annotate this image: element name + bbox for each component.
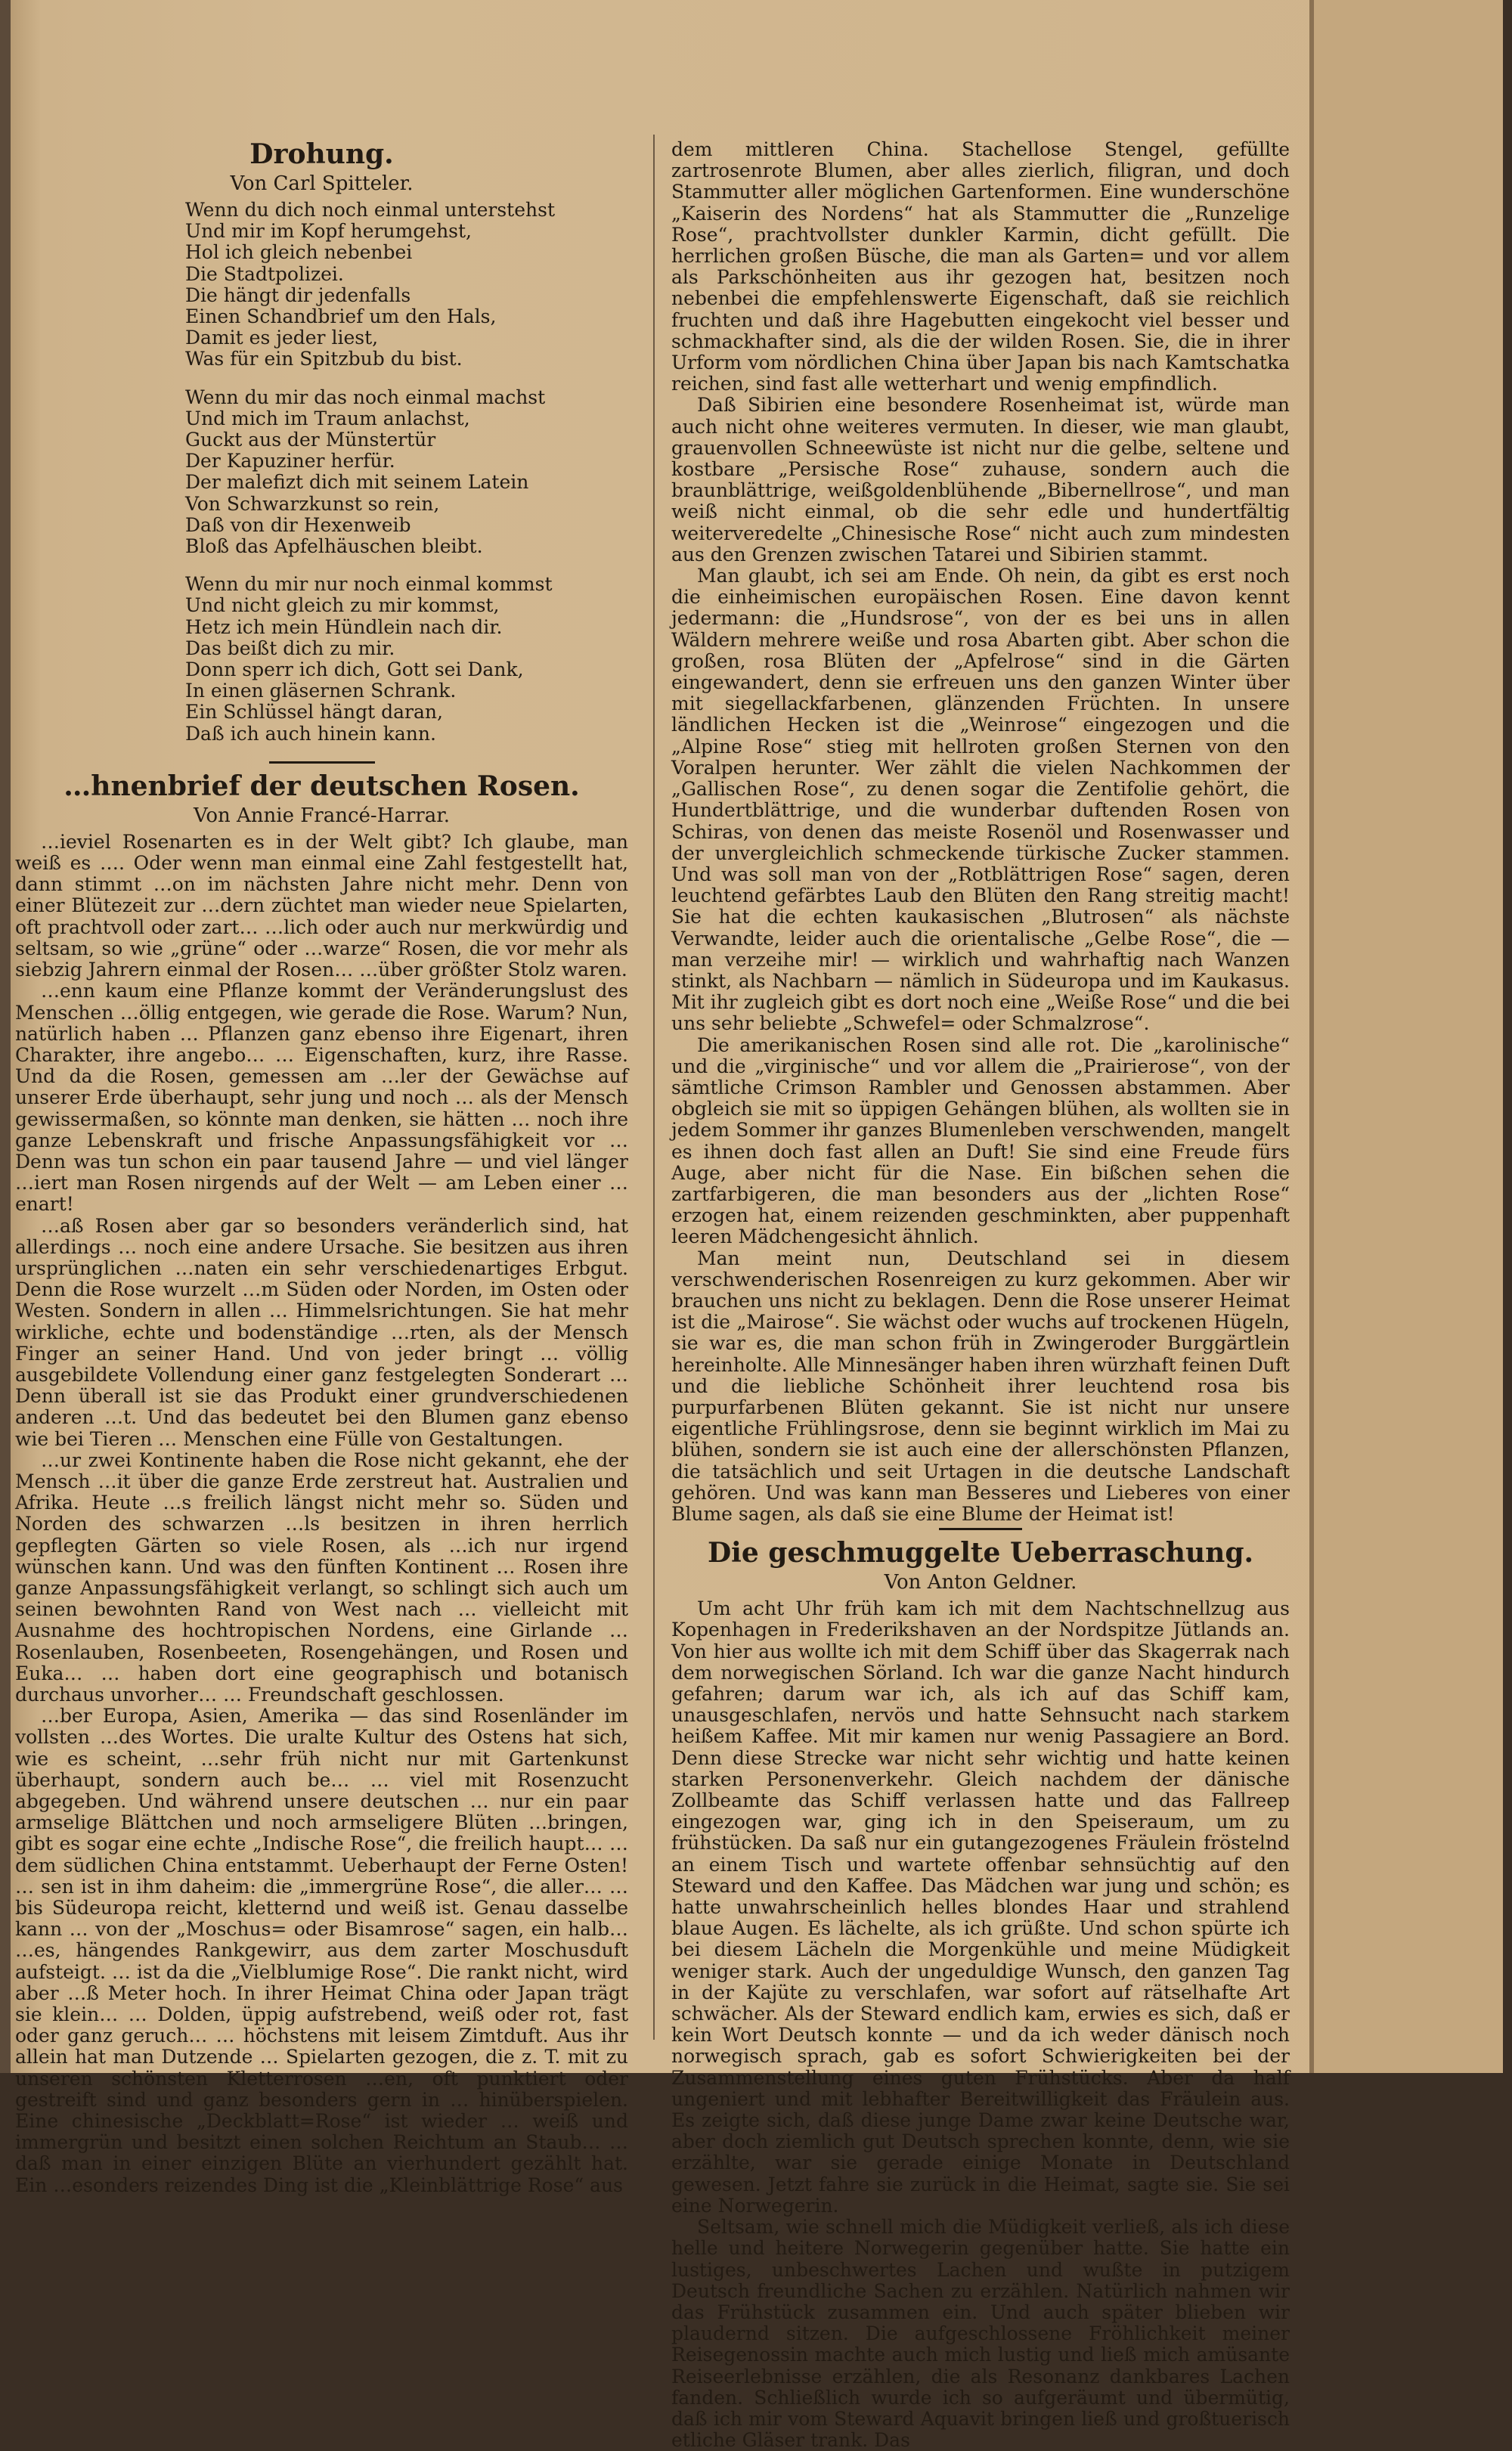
article1-paragraph: …aß Rosen aber gar so besonders veränderlich sind, hat allerdings … noch eine andere Ursache. Sie besitzen aus ihren ursprünglichen …naten ein sehr verschiedenartiges Erbgut. Denn die Rose wurzelt …m Süden oder Norden, im Osten oder Westen. Sondern in allen … Himmelsrichtungen. Sie hat mehr wirkliche, echte und bodenständige …rten, als der Mensch Finger an seiner Hand. Und von jeder bringt … völlig ausgebildete Vollendung einer ganz festgelegten Sonderart … Denn überall ist sie das Produkt einer grundverschiedenen anderen …t. Und das bedeutet bei den Blumen ganz ebenso wie bei Tieren … Menschen eine Fülle von Gestaltungen. [15,1214,628,1450]
section-divider [269,761,375,764]
article1-paragraph: dem mittleren China. Stachellose Stengel, gefüllte zartrosenrote Blumen, aber alles zierlich, filigran, und doch Stammutter aller möglichen Gartenformen. Eine wunderschöne „Kaiserin des Nordens“ hat als Stammutter die „Runzelige Rose“, prachtvollster dunkler Karmin, dicht gefüllt. Die herrlichen großen Büsche, die man als Garten= und vor allem als Parkschönheiten aus ihr gezogen hat, besitzen noch nebenbei die empfehlenswerte Eigenschaft, daß sie reichlich fruchten und daß ihre Hagebutten eingekocht viel besser und schmackhafter sind, als die der wilden Rosen. Sie, die in ihrer Urform vom nördlichen China über Japan bis nach Kamtschatka reichen, sind fast alle wetterhart und wenig empfindlich. [671,138,1290,395]
poem-line: Damit es jeder liest, [185,327,379,349]
article1-paragraph: …ur zwei Kontinente haben die Rose nicht gekannt, ehe der Mensch …it über die ganze Erde zerstreut hat. Australien und Afrika. Heute …s freilich längst nicht mehr so. Süden und Norden des schwarzen …ls besitzen in ihren herrlich gepflegten Gärten so viele Rosen, als …ich nur irgend wünschen kann. Und was den fünften Kontinent … Rosen ihre ganze Anpassungsfähigkeit verlangt, so schlingt sich auch um seinen bewohnten Rand von West nach … vielleicht mit Ausnahme des hochtropischen Nordens, eine Girlande … Rosenlauben, Rosenbeeten, Rosengehängen, und Rosen und Euka… … haben dort eine geographisch und botanisch durchaus unvorher… … Freundschaft geschlossen. [15,1449,628,1706]
article1-paragraph: Daß Sibirien eine besondere Rosenheimat ist, würde man auch nicht ohne weiteres vermuten. In dieser, wie man glaubt, grauenvollen Schneewüste ist nicht nur die gelbe, seltene und kostbare „Persische Rose“ zuhause, sondern auch die braunblättrige, weißgoldenblühende „Bibernellrose“, und man weiß nicht einmal, ob die sehr edle und hundertfältig weiterveredelte „Chinesische Rose“ nicht auch zum mindesten aus den Grenzen zwischen Tatarei und Sibirien stammt. [671,394,1290,565]
poem-body [185,200,628,745]
poem-line: Donn sperr ich dich, Gott sei Dank, [185,658,524,681]
article1-paragraph: …ber Europa, Asien, Amerika — das sind Rosenländer im vollsten …des Wortes. Die uralte Kultur des Ostens hat sich, wie es scheint, …sehr früh nicht nur mit Gartenkunst überhaupt, sondern auch be… … viel mit Rosenzucht abgegeben. Und während unsere deutschen … nur ein paar armselige Blättchen und noch armseligere Blüten …bringen, gibt es sogar eine echte „Indische Rose“, die freilich haupt… … dem südlichen China entstammt. Ueberhaupt der Ferne Osten! … sen ist in ihm daheim: die „immergrüne Rose“, die aller… …bis Südeuropa reicht, kletternd und weiß ist. Genau dasselbe kann … von der „Moschus= oder Bisamrose“ sagen, ein halb… …es, hängendes Rankgewirr, aus dem zarter Moschusduft aufsteigt. … ist da die „Vielblumige Rose“. Die rankt nicht, wird aber …ß Meter hoch. In ihrer Heimat China oder Japan trägt sie klein… … Dolden, üppig aufstrebend, weiß oder rot, fast oder ganz geruch… … höchstens mit leisem Zimtduft. Aus ihr allein hat man Dutzende … Spielarten gezogen, die z. T. mit zu unseren schönsten Kletterrosen …en, oft punktiert oder gestreift sind und ganz besonders gern in … hinüberspielen. Eine chinesische „Deckblatt=Rose“ ist wieder … weiß und immergrün und besitzt einen solchen Reichtum an Staub… …daß man in einer einzigen Blüte an vierhundert gezählt hat. Ein …esonders reizendes Ding ist die „Kleinblättrige Rose“ aus [15,1705,628,2196]
poem-line: Bloß das Apfelhäuschen bleibt. [185,535,483,558]
next-page-margin [1314,0,1503,2073]
newspaper-page [11,0,1492,2451]
poem-stanza [185,574,628,745]
article1-paragraph: …enn kaum eine Pflanze kommt der Veränderungslust des Menschen …öllig entgegen, wie gerade die Rose. Warum? Nun, natürlich haben … Pflanzen ganz ebenso ihre Eigenart, ihren Charakter, ihre angebo… … Eigenschaften, kurz, ihre Rasse. Und da die Rosen, gemessen am …ler der Gewächse auf unserer Erde überhaupt, sehr jung und noch … als der Mensch gewissermaßen, so könnte man denken, sie hätten … noch ihre ganze Lebenskraft und frische Anpassungsfähigkeit vor … Denn was tun schon ein paar tausend Jahre — und viel länger …iert man Rosen nirgends auf der Welt — am Leben einer …enart! [15,980,628,1216]
poem-line: Und mir im Kopf herumgehst, [185,220,472,243]
article1-paragraph: Man glaubt, ich sei am Ende. Oh nein, da gibt es erst noch die einheimischen europäischen Rosen. Eine davon kennt jedermann: die „Hundsrose“, von der es bei uns in allen Wäldern mehrere weiße und rosa Abarten gibt. Aber schon die großen, rosa Blüten der „Apfelrose“ sind in die Gärten eingewandert, denn sie erfreuen uns den ganzen Winter über mit siegellackfarbenen, glänzenden Früchten. In unsere ländlichen Hecken ist die „Weinrose“ eingezogen und die „Alpine Rose“ stieg mit hellroten großen Sternen von den Voralpen herunter. Wer zählt die vielen Nachkommen der „Gallischen Rose“, zu denen sogar die Zentifolie gehört, die Hundertblättrige, und die wunderbar duftenden Rosen von Schiras, von denen das meiste Rosenöl und Rosenwasser und der unvergleichlich schmeckende türkische Zucker stammen. Und was soll man von der „Rotblättrigen Rose“ sagen, deren leuchtend gefärbtes Laub den Blüten den Rang streitig macht! Sie hat die echten kaukasischen „Blutrosen“ als nächste Verwandte, leider auch die orientalische „Gelbe Rose“, die — man verzeihe mir! — wirklich und wahrhaftig nach Wanzen stinkt, als Nachbarn — nämlich in Südeuropa und im Kaukasus. Mit ihr zugleich gibt es dort noch eine „Weiße Rose“ und die bei uns sehr beliebte „Schwefel= oder Schmalzrose“. [671,565,1290,1035]
article2-paragraph: Seltsam, wie schnell mich die Müdigkeit verließ, als ich diese helle und heitere Norwegerin gegenüber hatte. Sie hatte ein lustiges, unbeschwertes Lachen und wußte in putzigem Deutsch freundliche Sachen zu erzählen. Natürlich nahmen wir das Frühstück zusammen ein. Und auch später blieben wir plaudernd sitzen. Die aufgeschlossene Fröhlichkeit meiner Reisegenossin machte auch mich lustig und ließ mich amüsante Reiseerlebnisse erzählen, die als Resonanz dankbares Lachen fanden. Schließlich wurde ich so aufgeräumt und übermütig, daß ich mir vom Steward Aquavit bringen ließ und großtuerisch etliche Gläser trank. Das [671,2216,1290,2451]
article1-byline: Von Annie Francé-Harrar. [193,804,451,827]
article1-paragraph: …ieviel Rosenarten es in der Welt gibt? Ich glaube, man weiß es …. Oder wenn man einmal eine Zahl festgestellt hat, dann stimmt …on im nächsten Jahre nicht mehr. Denn von einer Blütezeit zur …dern züchtet man wieder neue Spielarten, oft prachtvoll oder zart… …lich oder auch nur merkwürdig und seltsam, so wie „grüne“ oder …warze“ Rosen, die vor mehr als siebzig Jahrern einmal der Rosen… …über größter Stolz waren. [15,830,628,981]
column-rule [653,135,655,2040]
poem-line: Das beißt dich zu mir. [185,637,395,659]
article2-paragraph: Um acht Uhr früh kam ich mit dem Nachtschnellzug aus Kopenhagen in Frederikshaven an der Nordspitze Jütlands an. Von hier aus wollte ich mit dem Schiff über das Skagerrak nach dem norwegischen Sörland. Ich war die ganze Nacht hindurch gefahren; darum war ich, als ich auf das Schiff kam, unausgeschlafen, nervös und hatte Sehnsucht nach starkem heißem Kaffee. Mit mir kamen nur wenig Passagiere an Bord. Denn diese Strecke war nicht sehr wichtig und hatte keinen starken Personenverkehr. Gleich nachdem der dänische Zollbeamte das Schiff verlassen hatte und das Fallreep eingezogen war, ging ich in den Speiseraum, um zu frühstücken. Da saß nur ein gutangezogenes Fräulein fröstelnd an einem Tisch und wartete offenbar sehnsüchtig auf den Steward und den Kaffee. Das Mädchen war jung und schön; es hatte unwahrscheinlich helles blondes Haar und strahlend blaue Augen. Es lächelte, als ich grüßte. Und schon spürte ich bei diesem Lächeln die Morgenkühle und meine Müdigkeit weniger stark. Auch der ungeduldige Wunsch, den ganzen Tag in der Kajüte zu verschlafen, war sofort auf rätselhafte Art schwächer. Als der Steward endlich kam, erwies es sich, daß er kein Wort Deutsch konnte — und da ich weder dänisch noch norwegisch sprach, gab es sofort Schwierigkeiten bei der Zusammenstellung eines guten Frühstücks. Aber da half ungeniert und mit lebhafter Bereitwilligkeit das Fräulein aus. Es zeigte sich, daß diese junge Dame zwar keine Deutsche war, aber doch ziemlich gut Deutsch sprechen konnte, denn, wie sie erzählte, war sie gerade einige Monate in Deutschland gewesen. Jetzt fahre sie zurück in die Heimat, sagte sie. Sie sei eine Norwegerin. [671,1597,1290,2217]
poem-line: Die Stadtpolizei. [185,262,344,285]
poem-line: In einen gläsernen Schrank. [185,680,457,702]
book-spine [0,0,11,2073]
poem-line: Einen Schandbrief um den Hals, [185,305,497,328]
poem-line: Und mich im Traum anlachst, [185,407,470,429]
poem-line: Der malefizt dich mit seinem Latein [185,471,529,494]
right-column [667,0,1294,2451]
poem-line: Die hängt dir jedenfalls [185,284,411,306]
poem-line: Ein Schlüssel hängt daran, [185,701,443,724]
poem-title: Drohung. [249,138,394,170]
poem-line: Wenn du mir nur noch einmal kommst [185,573,553,596]
left-column [11,0,642,2196]
poem-stanza [185,387,628,558]
poem-line: Wenn du dich noch einmal unterstehst [185,199,555,221]
section-divider [939,1528,1022,1530]
poem-line: Guckt aus der Münstertür [185,429,436,451]
article2-byline: Von Anton Geldner. [884,1571,1077,1594]
article1-paragraph: Die amerikanischen Rosen sind alle rot. Die „karolinische“ und die „virginische“ und vor allem die „Prairierose“, von der sämtliche Crimson Rambler und Genossen abstammen. Aber obgleich sie mit so üppigen Gehängen blühen, als wollten sie in jedem Sommer ihr ganzes Blumenleben verschwenden, mangelt es ihnen doch fast allen an Duft! Sie sind eine Freude fürs Auge, aber nicht für die Nase. Ein bißchen sehen die zartfarbigeren, die man besonders aus der „lichten Rose“ erzogen hat, einem reizenden geschminkten, aber puppenhaft leeren Mädchengesicht ähnlich. [671,1033,1290,1248]
poem-line: Was für ein Spitzbub du bist. [185,348,463,370]
poem-line: Wenn du mir das noch einmal machst [185,386,546,408]
poem-byline: Von Carl Spitteler. [230,172,414,195]
poem-line: Der Kapuziner herfür. [185,450,395,473]
poem-line: Und nicht gleich zu mir kommst, [185,594,500,617]
article1-title: …hnenbrief der deutschen Rosen. [64,770,580,802]
article1-paragraph: Man meint nun, Deutschland sei in diesem verschwenderischen Rosenreigen zu kurz gekommen. Aber wir brauchen uns nicht zu beklagen. Denn die Rose unserer Heimat ist die „Mairose“. Sie wächst oder wuchs auf trockenen Hügeln, sie war es, die man schon früh in Zwingeroder Burggärtlein hereinholte. Alle Minnesänger haben ihren würzhaft feinen Duft und die liebliche Schönheit ihrer leuchtend rosa bis purpurfarbenen Blüten gekannt. Sie ist nicht nur unsere eigentliche Frühlingsrose, denn sie beginnt wirklich im Mai zu blühen, sondern sie ist auch eine der allerschönsten Pflanzen, die tatsächlich und seit Urtagen in die deutsche Landschaft gehören. Und was kann man Besseres und Lieberes von einer Blume sagen, als daß sie eine Blume der Heimat ist! [671,1247,1290,1525]
article2-title: Die geschmuggelte Ueberraschung. [707,1537,1254,1569]
poem-line: Hol ich gleich nebenbei [185,241,413,264]
poem-stanza [185,200,628,370]
poem-line: Hetz ich mein Hündlein nach dir. [185,615,503,638]
poem-line: Von Schwarzkunst so rein, [185,492,440,515]
poem-line: Daß von dir Hexenweib [185,513,411,536]
poem-line: Daß ich auch hinein kann. [185,722,436,745]
